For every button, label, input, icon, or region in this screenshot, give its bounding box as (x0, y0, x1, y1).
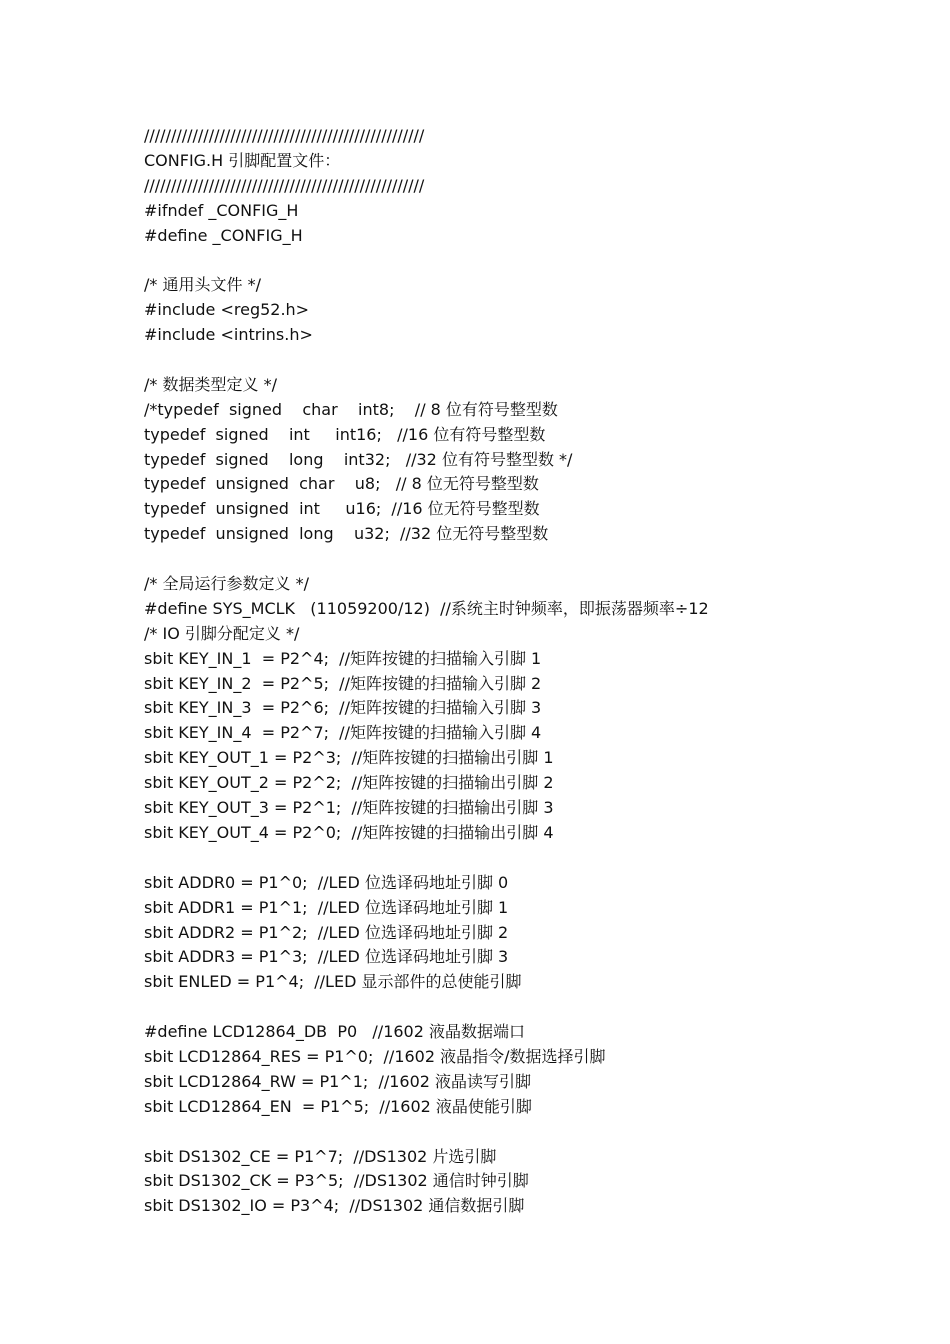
code-listing (144, 124, 924, 1219)
code-line: sbit ADDR1 = P1^1; //LED 位选译码地址引脚 1 (144, 897, 509, 917)
code-line: sbit KEY_OUT_2 = P2^2; //矩阵按键的扫描输出引脚 2 (144, 773, 554, 793)
blank-line (144, 1120, 924, 1145)
blank-line (144, 248, 924, 273)
blank-line (144, 846, 924, 871)
code-line: sbit ADDR0 = P1^0; //LED 位选译码地址引脚 0 (144, 872, 509, 892)
code-line: typedef unsigned long u32; //32 位无符号整型数 (144, 524, 549, 544)
code-line: sbit KEY_OUT_1 = P2^3; //矩阵按键的扫描输出引脚 1 (144, 748, 554, 768)
code-line: typedef signed int int16; //16 位有符号整型数 (144, 424, 546, 444)
code-line: #define SYS_MCLK (11059200/12) //系统主时钟频率，即振荡器频率÷12 (144, 598, 709, 618)
code-line: sbit LCD12864_RW = P1^1; //1602 液晶读写引脚 (144, 1071, 532, 1091)
code-line: #include <intrins.h> (144, 325, 313, 345)
code-line: /* 通用头文件 */ (144, 275, 261, 295)
code-line: /*typedef signed char int8; // 8 位有符号整型数 (144, 399, 558, 419)
blank-line (144, 348, 924, 373)
code-line: sbit KEY_OUT_3 = P2^1; //矩阵按键的扫描输出引脚 3 (144, 798, 554, 818)
code-line: typedef unsigned int u16; //16 位无符号整型数 (144, 499, 540, 519)
code-line: sbit KEY_IN_4 = P2^7; //矩阵按键的扫描输入引脚 4 (144, 723, 542, 743)
file-title: CONFIG.H 引脚配置文件： (144, 150, 341, 170)
code-line: sbit KEY_IN_3 = P2^6; //矩阵按键的扫描输入引脚 3 (144, 698, 542, 718)
blank-line (144, 995, 924, 1020)
code-line: sbit LCD12864_RES = P1^0; //1602 液晶指令/数据选择引脚 (144, 1046, 606, 1066)
code-line: sbit DS1302_CK = P3^5; //DS1302 通信时钟引脚 (144, 1171, 529, 1191)
code-line: sbit KEY_IN_1 = P2^4; //矩阵按键的扫描输入引脚 1 (144, 648, 542, 668)
code-line: sbit LCD12864_EN = P1^5; //1602 液晶使能引脚 (144, 1096, 532, 1116)
code-line: sbit DS1302_CE = P1^7; //DS1302 片选引脚 (144, 1146, 497, 1166)
code-line: typedef signed long int32; //32 位有符号整型数 */ (144, 449, 573, 469)
comment-separator: //////////////////////////////////////////////////// (144, 126, 425, 145)
code-line: sbit DS1302_IO = P3^4; //DS1302 通信数据引脚 (144, 1196, 525, 1216)
code-line: sbit ADDR3 = P1^3; //LED 位选译码地址引脚 3 (144, 947, 509, 967)
code-line: /* 全局运行参数定义 */ (144, 574, 309, 594)
comment-separator: //////////////////////////////////////////////////// (144, 175, 425, 195)
code-line: sbit KEY_OUT_4 = P2^0; //矩阵按键的扫描输出引脚 4 (144, 822, 554, 842)
code-line: /* 数据类型定义 */ (144, 374, 277, 394)
code-line: #include <reg52.h> (144, 300, 310, 320)
code-line: /* IO 引脚分配定义 */ (144, 623, 300, 643)
code-line: #define _CONFIG_H (144, 225, 303, 245)
code-line: sbit KEY_IN_2 = P2^5; //矩阵按键的扫描输入引脚 2 (144, 673, 542, 693)
code-line: #define LCD12864_DB P0 //1602 液晶数据端口 (144, 1022, 526, 1042)
code-line: sbit ADDR2 = P1^2; //LED 位选译码地址引脚 2 (144, 922, 509, 942)
code-line: typedef unsigned char u8; // 8 位无符号整型数 (144, 474, 539, 494)
code-line: #ifndef _CONFIG_H (144, 200, 299, 220)
code-line: sbit ENLED = P1^4; //LED 显示部件的总使能引脚 (144, 972, 522, 992)
blank-line (144, 547, 924, 572)
